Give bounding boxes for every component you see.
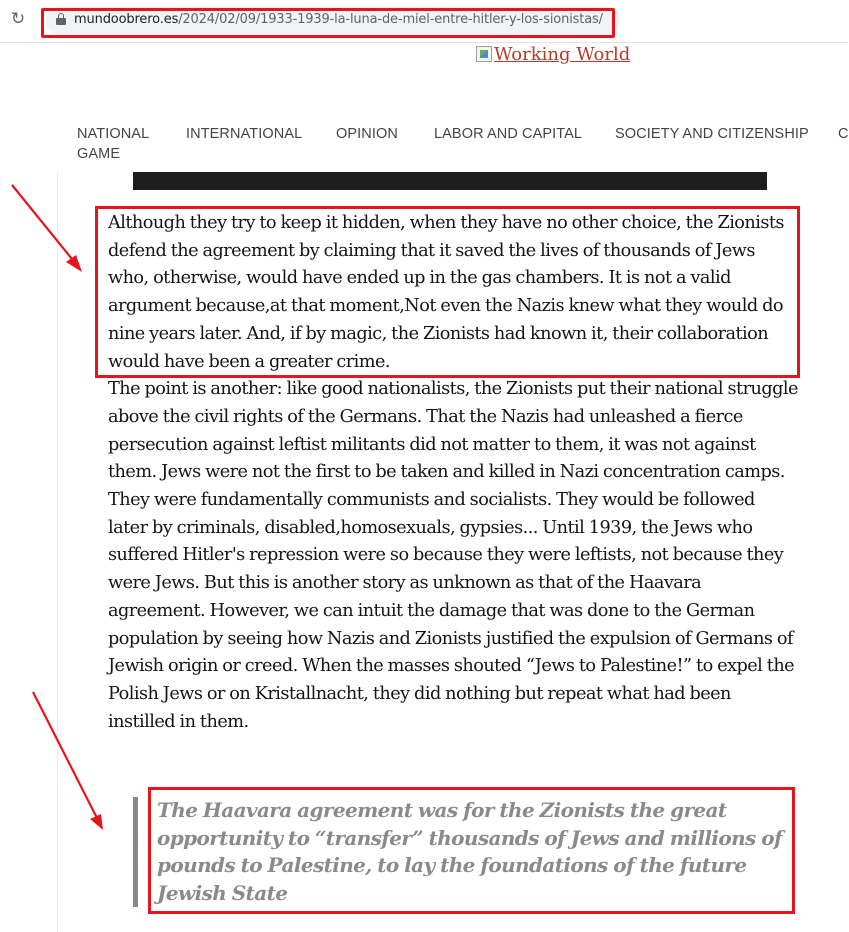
nav-item-truncated[interactable]: C	[838, 126, 849, 142]
blockquote-text: The Haavara agreement was for the Zionists the great opportunity to “transfer” thousands of Jews and millions of pounds to Palestine, to lay the foundations of the future Jewish State	[157, 798, 782, 905]
reload-icon[interactable]: ↻	[10, 9, 26, 29]
article-paragraph: The point is another: like good nationalists, the Zionists put their national struggle above the civil rights of the Germans. That the Nazis had unleashed a fierce persecution against leftist militants did not matter to them, it was not against them. Jews were not the first to be taken and killed in Nazi concentration camps. They were fundamentally communists and socialists. They would be followed later by criminals, disabled,homosexuals, gypsies... Until 1939, the Jews who suffered Hitler's repression were so because they were leftists, not because they were Jews. But this is another story as unknown as that of the Haavara agreement. However, we can intuit the damage that was done to the German population by seeing how Nazis and Zionists justified the expulsion of Germans of Jewish origin or creed. When the masses shouted “Jews to Palestine!” to expel the Polish Jews or on Kristallnacht, they did nothing but repeat what had been instilled in them.	[108, 379, 798, 732]
url-path: /2024/02/09/1933-1939-la-luna-de-miel-entre-hitler-y-los-sionistas/	[178, 12, 603, 27]
nav-item-labor-and-capital[interactable]: LABOR AND CAPITAL	[434, 126, 583, 142]
article-paragraph-highlighted: Although they try to keep it hidden, when they have no other choice, the Zionists defend the agreement by claiming that it saved the lives of thousands of Jews who, otherwise, would have ended up in the gas chambers. It is not a valid argument because,at that moment,Not even the Nazis knew what they would do nine years later. And, if by magic, the Zionists had known it, their collaboration would have been a greater crime.	[108, 213, 784, 372]
nav-item-international[interactable]: INTERNATIONAL	[186, 126, 303, 142]
logo-alt-text: Working World	[494, 44, 631, 65]
url-domain: mundoobrero.es	[74, 12, 179, 27]
nav-item-opinion[interactable]: OPINION	[336, 126, 398, 142]
nav-item-society-and-citizenship[interactable]: SOCIETY AND CITIZENSHIP	[615, 126, 809, 142]
arrow-head-icon	[90, 814, 103, 830]
arrow-icon	[33, 692, 98, 820]
arrow-icon	[12, 185, 76, 264]
arrow-head-icon	[66, 255, 82, 272]
nav-item-national-game[interactable]: NATIONAL GAME	[77, 126, 149, 162]
